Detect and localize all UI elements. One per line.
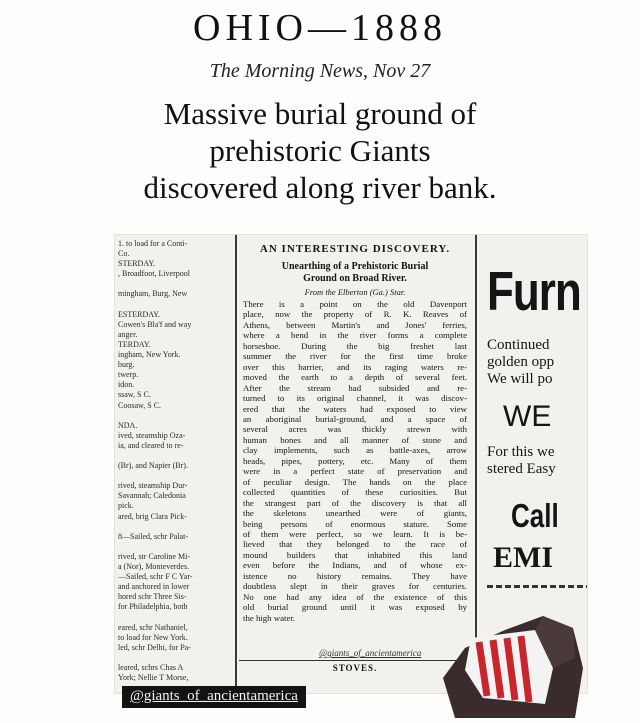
article-line: collected quantities of these curiosities. But — [243, 487, 467, 498]
article-source: From the Elberton (Ga.) Star. — [304, 287, 406, 297]
shipping-line: (Br), and Napier (Br). — [118, 461, 188, 471]
article-line: over this barrier, and its raging waters re- — [243, 361, 467, 372]
page-subtitle: The Morning News, Nov 27 — [209, 60, 431, 82]
article-subtitle — [239, 261, 471, 285]
shipping-line: ived, steamship Oza- — [118, 430, 186, 440]
article-line: turned to its original channel, it was discov- — [243, 393, 467, 404]
article-line: of them were perfect, so we learn. It is be- — [243, 528, 467, 539]
ad-em-text: EMI — [493, 541, 553, 574]
article-line: There is a point on the old Davenport — [243, 299, 467, 309]
article-line: an aboriginal burial-ground, and a space of — [243, 413, 467, 424]
ad-call-text: Call — [511, 496, 559, 535]
article-line: lieved that they belonged to the race of — [243, 539, 467, 550]
ad-for-this-text: For this we — [487, 444, 555, 460]
article-line: moved the earth to a depth of several feet. — [243, 372, 467, 383]
shipping-line: ssaw, S C. — [118, 390, 151, 400]
shipping-line: , Broadfoot, Liverpool — [118, 269, 190, 279]
article-line: being persons of enormous stature. Some — [243, 518, 467, 529]
shipping-line: to load for New York. — [118, 632, 188, 642]
article-line: the skeletons unearthed were of giants, — [243, 508, 467, 519]
shipping-line: led, schr Delhi, for Pa- — [118, 642, 191, 652]
article-line: old burial ground until it was exposed by — [243, 602, 467, 613]
shipping-line: —Sailed, schr F C Yar- — [118, 572, 193, 582]
shipping-line: ingham, New York. — [118, 350, 181, 360]
article-line: After the stream had subsided and re- — [243, 382, 467, 393]
shipping-line — [118, 451, 233, 461]
shipping-line: mingham, Burg, New — [118, 289, 188, 299]
column-rule — [235, 235, 237, 693]
shipping-line — [118, 542, 233, 552]
article-line: No one had any idea of the existence of this — [243, 591, 467, 602]
headline-line: discovered along river bank. — [143, 170, 497, 205]
article-line: mound builders that inhabited this land — [243, 549, 467, 560]
article-line: human bones and all manner of stone and — [243, 434, 467, 445]
shipping-line — [118, 522, 233, 532]
shipping-line: anger. — [118, 329, 138, 339]
shipping-line: Cowen's Bla'f and way — [118, 319, 192, 329]
shipping-line: ared, brig Clara Pick- — [118, 511, 187, 521]
shipping-line: twerp. — [118, 370, 139, 380]
article-line: clay implements, such as battle-axes, arrow — [243, 445, 467, 456]
left-column-shipping-news — [115, 235, 233, 693]
ad-continued-text: Continued — [487, 337, 550, 353]
ad-we-will-text: We will po — [487, 371, 553, 387]
main-headline — [0, 95, 640, 206]
article-line: the strangest part of the discovery is that all — [243, 497, 467, 508]
article-line: several acres was thickly strewn with — [243, 424, 467, 435]
shipping-line — [118, 653, 233, 663]
ad-furn-text: Furn — [487, 261, 581, 323]
article-line: doubtless slept in their graves for centuries. — [243, 581, 467, 592]
article-line: summer the river for the first time broke — [243, 351, 467, 362]
flag-emblem-icon — [435, 608, 585, 723]
article-line: the high water. — [243, 612, 296, 623]
shipping-line: Coosaw, S C. — [118, 400, 162, 410]
shipping-line: 8—Sailed, schr Palat- — [118, 531, 188, 541]
shipping-line: eared, schr Nathaniel, — [118, 622, 188, 632]
shipping-line — [118, 612, 233, 622]
article-line: place, now the property of R. K. Reaves of — [243, 309, 467, 320]
headline-line: Massive burial ground of — [163, 96, 477, 131]
shipping-line: ESTERDAY. — [118, 309, 161, 319]
stoves-heading: STOVES. — [239, 660, 471, 673]
shipping-line — [118, 279, 233, 289]
article-line: Athens, between Martin's and Jones' ferries, — [243, 319, 467, 330]
article-line: horseshoe. During the big freshet last — [243, 340, 467, 351]
article-title: AN INTERESTING DISCOVERY. — [259, 243, 451, 255]
shipping-line — [118, 411, 233, 421]
article-body — [239, 299, 471, 623]
shipping-line: a (Nor), Monteverdes. — [118, 562, 190, 571]
shipping-line — [118, 300, 233, 310]
shipping-line: hored schr Three Sis- — [118, 592, 187, 602]
shipping-line: 1. to load for a Conti- — [118, 239, 188, 248]
shipping-line: and anchored in lower — [118, 582, 190, 592]
article-line: where a bend in the river forms a complete — [243, 330, 467, 341]
page-title: OHIO—1888 — [193, 7, 447, 49]
ad-we-text: WE — [503, 400, 552, 433]
headline-line: prehistoric Giants — [209, 133, 431, 168]
ad-stered-text: stered Easy — [487, 461, 556, 477]
article-line: of peculiar design. The hands on the place — [243, 476, 467, 487]
shipping-line: STERDAY. — [118, 259, 156, 269]
handle-badge-text: @giants_of_ancientamerica — [130, 688, 298, 704]
shipping-line: TERDAY. — [118, 339, 151, 349]
article-line: istence no history remains. They have — [243, 570, 467, 581]
article-subtitle-line: Ground on Broad River. — [303, 273, 407, 284]
shipping-line: for Philadelphia, both — [118, 602, 188, 612]
shipping-line: burg. — [118, 360, 135, 370]
shipping-line: idon. — [118, 380, 135, 390]
shipping-line: NDA. — [118, 420, 138, 430]
article-line: even before the Indians, and of whose ex- — [243, 560, 467, 571]
shipping-line: leared, schrs Chas A — [118, 662, 184, 672]
shipping-line — [118, 471, 233, 481]
shipping-line: rived, str Caroline Mi- — [118, 551, 190, 561]
article-line: ered that the waters had exposed to view — [243, 403, 467, 414]
shipping-line: Savannah; Caledonia — [118, 491, 186, 501]
article-subtitle-line: Unearthing of a Prehistoric Burial — [281, 261, 429, 272]
article-line: were in a perfect state of preservation and — [243, 466, 467, 477]
ad-golden-text: golden opp — [487, 354, 555, 370]
shipping-line: ia, and cleared to re- — [118, 440, 184, 450]
ad-dashed-rule — [487, 585, 587, 588]
article-line: heads, pipes, pottery, etc. Many of them — [243, 455, 467, 466]
shipping-line: York; Nellie T Morse, — [118, 673, 189, 683]
shipping-line: pick. — [118, 501, 134, 511]
handle-badge[interactable] — [122, 686, 306, 708]
shipping-line: Co. — [118, 249, 130, 259]
inline-watermark-handle: @giants_of_ancientamerica — [319, 648, 422, 658]
shipping-line: rived, steamship Dur- — [118, 481, 188, 491]
